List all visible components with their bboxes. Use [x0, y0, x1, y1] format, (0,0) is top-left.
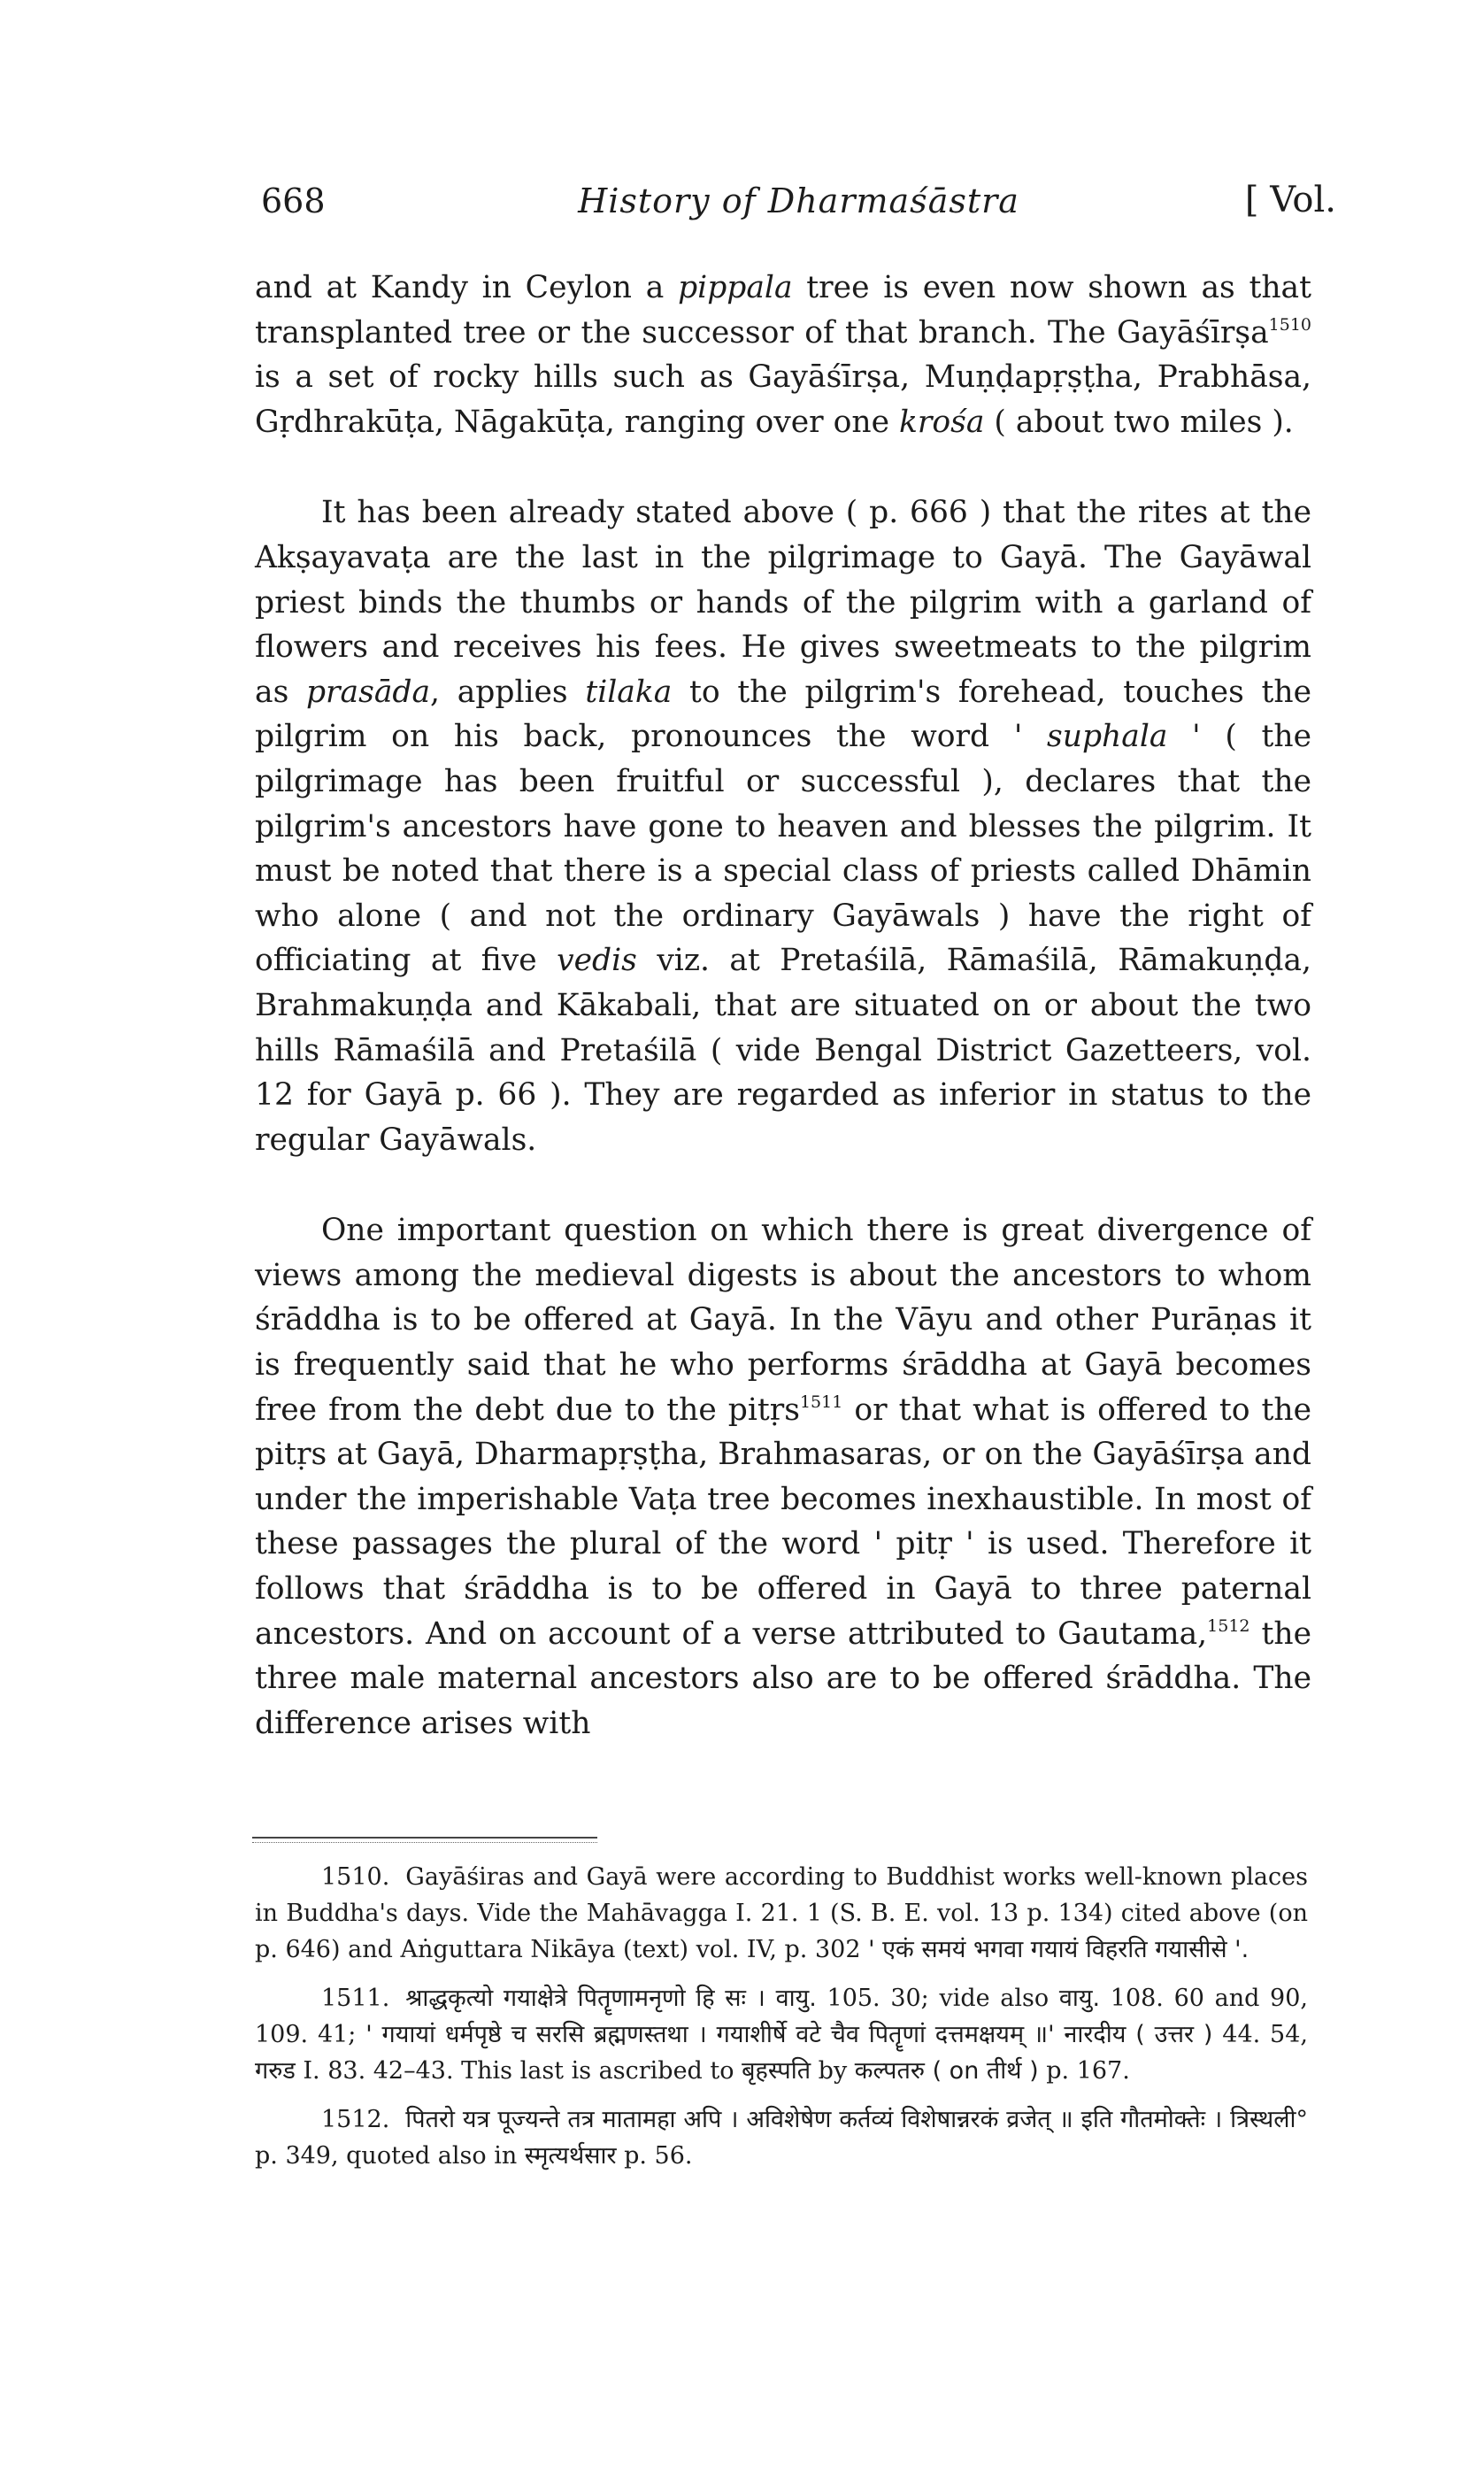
- paragraph-1: and at Kandy in Ceylon a pippala tree is even now shown as that transplanted tree or the successor of that branch. The Gayāśīrṣa$^{1510}$ is a set of rocky hills such as Gayāśīrṣa, Muṇḍapṛṣṭha, Prabhāsa, Gṛdhrakūṭa, Nāgakūṭa, ranging over one krośa ( about two miles ).: [255, 270, 1311, 440]
- footnote-ref-1510: 1510: [1268, 314, 1311, 335]
- page-header: [261, 173, 1336, 226]
- footnotes: [255, 1859, 1308, 2174]
- main-text: [255, 266, 1311, 1746]
- footnote-number: 1510.: [321, 1863, 390, 1891]
- footnote-number: 1512.: [321, 2106, 390, 2133]
- page-number: 668: [261, 181, 326, 220]
- paragraph-2: It has been already stated above ( p. 666 ) that the rites at the Akṣayavaṭa are the last in the pilgrimage to Gayā. The Gayāwal priest binds the thumbs or hands of the pilgrim with a garland of flowers and receives his fees. He gives sweetmeats to the pilgrim as prasāda, applies tilaka to the pilgrim's forehead, touches the pilgrim on his back, pronounces the word ' suphala ' ( the pilgrimage has been fruitful or successful ), declares that the pilgrim's ancestors have gone to heaven and blesses the pilgrim. It must be noted that there is a special class of priests called Dhāmin who alone ( and not the ordinary Gayāwals ) have the right of officiating at five vedis viz. at Pretaśilā, Rāmaśilā, Rāmakuṇḍa, Brahmakuṇḍa and Kākabali, that are situated on or about the two hills Rāmaśilā and Pretaśilā ( vide Bengal District Gazetteers, vol. 12 for Gayā p. 66 ). They are regarded as inferior in status to the regular Gayāwals.: [255, 495, 1311, 1158]
- footnote-1511: 1511. श्राद्धकृत्यो गयाक्षेत्रे पितॄणामनृणो हि सः । वायु. 105. 30; vide also वायु. 108. 60 and 90, 109. 41; ' गयायां धर्मपृष्ठे च सरसि ब्रह्मणस्तथा । गयाशीर्षे वटे चैव पितॄणां दत्तमक्षयम् ॥' नारदीय ( उत्तर ) 44. 54, गरुड I. 83. 42–43. This last is ascribed to बृहस्पति by कल्पतरु ( on तीर्थ ) p. 167.: [255, 1985, 1308, 2085]
- footnote-number: 1511.: [321, 1985, 390, 2012]
- footnote-divider: [252, 1837, 597, 1839]
- footnote-1512: 1512. पितरो यत्र पूज्यन्ते तत्र मातामहा अपि । अविशेषेण कर्तव्यं विशेषान्नरकं व्रजेत् ॥ इति गौतमोक्तेः । त्रिस्थली° p. 349, quoted also in स्मृत्यर्थसार p. 56.: [255, 2106, 1308, 2170]
- footnote-ref-1512: 1512: [1207, 1615, 1250, 1636]
- footnote-1510: 1510. Gayāśiras and Gayā were according to Buddhist works well-known places in Buddha's days. Vide the Mahāvagga I. 21. 1 (S. B. E. vol. 13 p. 134) cited above (on p. 646) and Aṅguttara Nikāya (text) vol. IV, p. 302 ' एकं समयं भगवा गयायं विहरति गयासीसे '.: [255, 1863, 1308, 1963]
- footnote-ref-1511: 1511: [799, 1392, 843, 1412]
- running-title: History of Dharmaśāstra: [578, 181, 1019, 220]
- volume-label: [ Vol.: [1244, 180, 1336, 220]
- paragraph-3: One important question on which there is great divergence of views among the medieval digests is about the ancestors to whom śrāddha is to be offered at Gayā. In the Vāyu and other Purāṇas it is frequently said that he who performs śrāddha at Gayā becomes free from the debt due to the pitṛs$^{1511}$ or that what is offered to the pitṛs at Gayā, Dharmapṛṣṭha, Brahmasaras, or on the Gayāśīrṣa and under the imperishable Vaṭa tree becomes inexhaustible. In most of these passages the plural of the word ' pitṛ ' is used. Therefore it follows that śrāddha is to be offered in Gayā to three paternal ancestors. And on account of a verse attributed to Gautama,$^{1512}$ the three male maternal ancestors also are to be offered śrāddha. The difference arises with: [255, 1213, 1311, 1741]
